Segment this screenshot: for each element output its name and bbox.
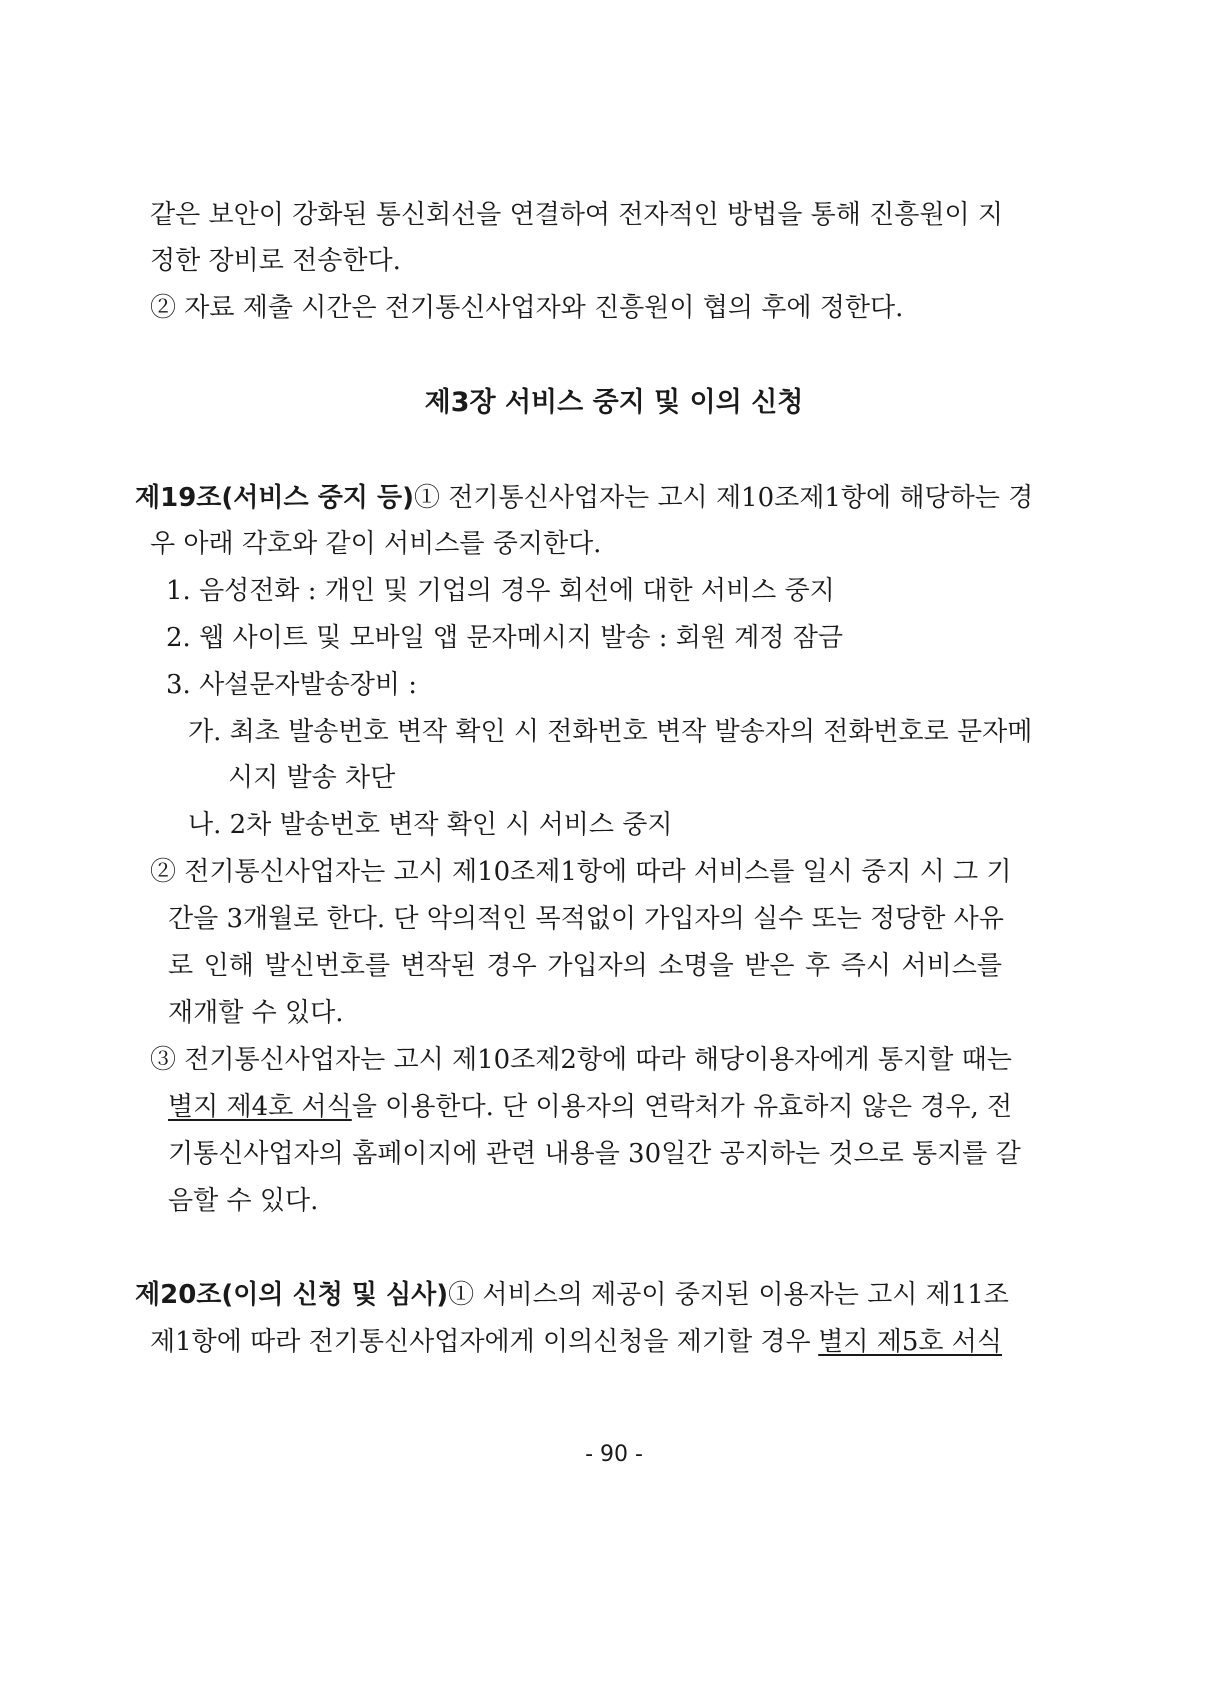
intro-paragraph-2-text: ② 자료 제출 시간은 전기통신사업자와 진흥원이 협의 후에 정한다. — [150, 293, 904, 323]
form-5-reference-link[interactable]: 별지 제5호 서식 — [818, 1327, 1002, 1357]
article-19-sub-na-text: 나. 2차 발송번호 변작 확인 시 서비스 중지 — [188, 810, 673, 840]
article-19-sub-ga-line-2-text: 시지 발송 차단 — [228, 763, 396, 793]
article-19-p3-line-2-text: 을 이용한다. 단 이용자의 연락처가 유효하지 않은 경우, 전 — [351, 1092, 1013, 1122]
article-19-item-2-text: 2. 웹 사이트 및 모바일 앱 문자메시지 발송 : 회원 계정 잠금 — [166, 623, 844, 653]
intro-line-1-text: 같은 보안이 강화된 통신회선을 연결하여 전자적인 방법을 통해 진흥원이 지 — [150, 200, 1003, 230]
article-19-sub-ga-line-1-text: 가. 최초 발송번호 변작 확인 시 전화번호 변작 발송자의 전화번호로 문자메 — [188, 717, 1033, 747]
article-19-item-3-text: 3. 사설문자발송장비 : — [166, 670, 418, 700]
article-19-item-1-text: 1. 음성전화 : 개인 및 기업의 경우 회선에 대한 서비스 중지 — [166, 576, 835, 606]
page-number: - 90 - — [585, 1442, 643, 1467]
article-19-heading: 제19조(서비스 중지 등) — [135, 483, 414, 513]
article-19-p3-line-4-text: 음할 수 있다. — [168, 1186, 319, 1216]
form-4-reference-link[interactable]: 별지 제4호 서식 — [168, 1092, 352, 1122]
article-20-line-1-text: ① 서비스의 제공이 중지된 이용자는 고시 제11조 — [448, 1280, 1009, 1310]
article-19-p3-line-1-text: ③ 전기통신사업자는 고시 제10조제2항에 따라 해당이용자에게 통지할 때는 — [150, 1045, 1012, 1075]
article-19-line-1-text: ① 전기통신사업자는 고시 제10조제1항에 해당하는 경 — [413, 483, 1034, 513]
article-20-line-2-text: 제1항에 따라 전기통신사업자에게 이의신청을 제기할 경우 — [150, 1327, 811, 1357]
article-19-p3-line-3-text: 기통신사업자의 홈페이지에 관련 내용을 30일간 공지하는 것으로 통지를 갈 — [168, 1139, 1021, 1169]
intro-line-2-text: 정한 장비로 전송한다. — [150, 246, 401, 276]
article-19-p2-line-4-text: 재개할 수 있다. — [168, 998, 344, 1028]
article-19-p2-line-1-text: ② 전기통신사업자는 고시 제10조제1항에 따라 서비스를 일시 중지 시 그 기 — [150, 857, 1012, 887]
chapter-title: 제3장 서비스 중지 및 이의 신청 — [424, 387, 804, 418]
article-19-p2-line-2-text: 간을 3개월로 한다. 단 악의적인 목적없이 가입자의 실수 또는 정당한 사유 — [168, 904, 1004, 934]
article-20-heading: 제20조(이의 신청 및 심사) — [135, 1280, 449, 1310]
article-19-line-2-text: 우 아래 각호와 같이 서비스를 중지한다. — [150, 529, 602, 559]
article-19-p2-line-3-text: 로 인해 발신번호를 변작된 경우 가입자의 소명을 받은 후 즉시 서비스를 — [168, 951, 1002, 981]
